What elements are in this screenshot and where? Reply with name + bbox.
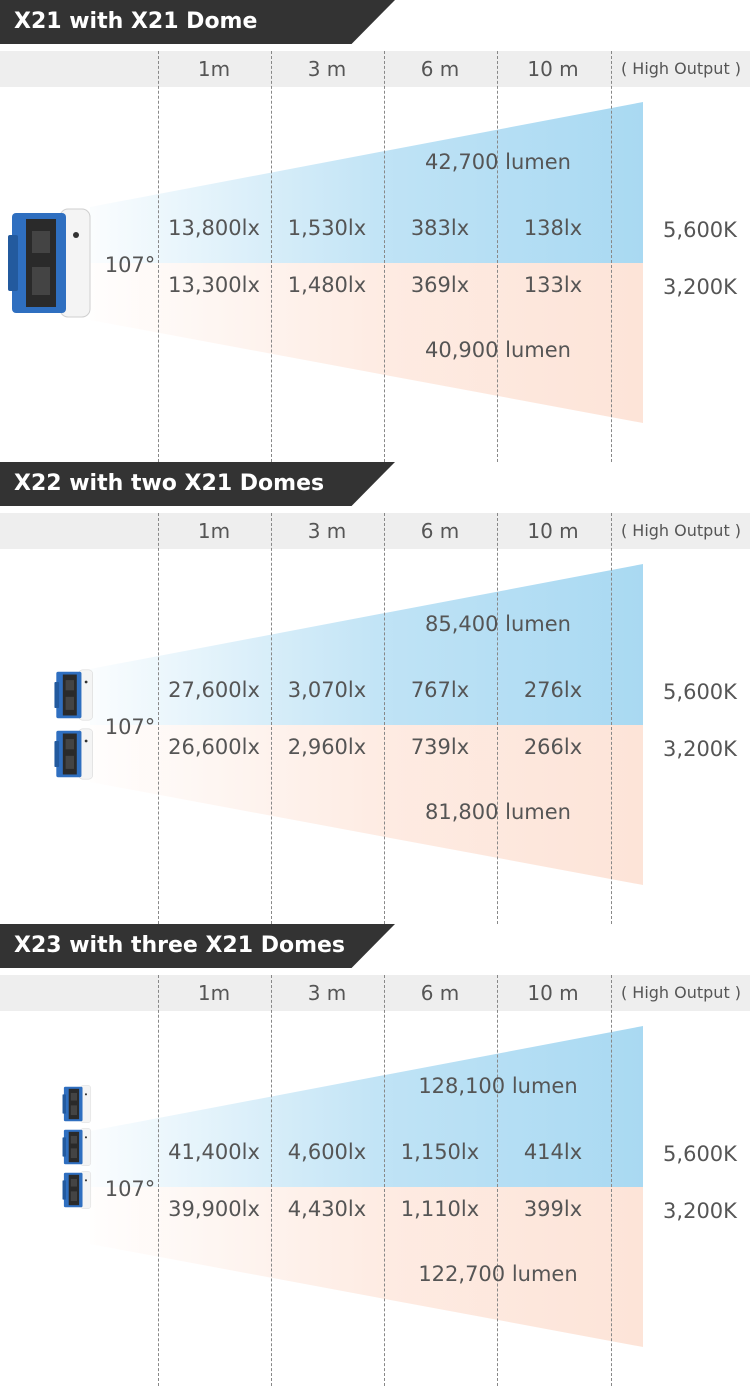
distance-label: 3 m xyxy=(307,519,347,543)
distance-guide-line xyxy=(497,975,498,1386)
tungsten-lux-value: 369lx xyxy=(410,273,470,297)
distance-guide-line xyxy=(611,975,612,1386)
high-output-label: ( High Output ) xyxy=(620,521,742,540)
beam-angle-label: 107° xyxy=(104,1177,156,1201)
spec-section xyxy=(0,924,750,1386)
daylight-kelvin-label: 5,600K xyxy=(663,680,737,704)
daylight-lux-value: 138lx xyxy=(523,216,583,240)
daylight-kelvin-label: 5,600K xyxy=(663,218,737,242)
daylight-kelvin-label: 5,600K xyxy=(663,1142,737,1166)
distance-label: 3 m xyxy=(307,981,347,1005)
light-fixture-icon xyxy=(61,1084,93,1124)
distance-label: 1m xyxy=(197,519,231,543)
tungsten-lux-value: 133lx xyxy=(523,273,583,297)
tungsten-lux-value: 4,430lx xyxy=(287,1197,367,1221)
tungsten-kelvin-label: 3,200K xyxy=(663,275,737,299)
daylight-lux-value: 41,400lx xyxy=(168,1140,260,1164)
tungsten-lumen-label: 81,800 lumen xyxy=(425,800,571,824)
spec-section xyxy=(0,462,750,924)
beam-angle-label: 107° xyxy=(104,253,156,277)
tungsten-lux-value: 13,300lx xyxy=(168,273,260,297)
section-title: X22 with two X21 Domes xyxy=(14,471,325,496)
distance-guide-line xyxy=(271,51,272,462)
distance-guide-line xyxy=(384,513,385,924)
distance-label: 3 m xyxy=(307,57,347,81)
tungsten-kelvin-label: 3,200K xyxy=(663,737,737,761)
tungsten-lux-value: 1,110lx xyxy=(400,1197,480,1221)
distance-label: 10 m xyxy=(527,981,579,1005)
daylight-lux-value: 13,800lx xyxy=(168,216,260,240)
distance-label: 10 m xyxy=(527,57,579,81)
distance-label: 10 m xyxy=(527,519,579,543)
tungsten-kelvin-label: 3,200K xyxy=(663,1199,737,1223)
daylight-lux-value: 27,600lx xyxy=(168,678,260,702)
light-fixture-icon xyxy=(53,727,95,781)
distance-guide-line xyxy=(611,51,612,462)
distance-label: 6 m xyxy=(420,57,460,81)
daylight-lumen-label: 42,700 lumen xyxy=(425,150,571,174)
daylight-lux-value: 4,600lx xyxy=(287,1140,367,1164)
distance-guide-line xyxy=(497,51,498,462)
tungsten-lux-value: 39,900lx xyxy=(168,1197,260,1221)
spec-section xyxy=(0,0,750,462)
daylight-lux-value: 1,530lx xyxy=(287,216,367,240)
tungsten-lux-value: 739lx xyxy=(410,735,470,759)
daylight-lumen-label: 85,400 lumen xyxy=(425,612,571,636)
tungsten-lumen-label: 122,700 lumen xyxy=(418,1262,578,1286)
distance-guide-line xyxy=(271,513,272,924)
tungsten-lux-value: 1,480lx xyxy=(287,273,367,297)
daylight-lux-value: 3,070lx xyxy=(287,678,367,702)
light-fixture-icon xyxy=(61,1127,93,1167)
distance-guide-line xyxy=(271,975,272,1386)
beam-angle-label: 107° xyxy=(104,715,156,739)
distance-guide-line xyxy=(384,975,385,1386)
tungsten-lux-value: 26,600lx xyxy=(168,735,260,759)
light-fixture-icon xyxy=(8,205,92,321)
distance-guide-line xyxy=(497,513,498,924)
daylight-lux-value: 276lx xyxy=(523,678,583,702)
daylight-lumen-label: 128,100 lumen xyxy=(418,1074,578,1098)
distance-guide-line xyxy=(384,51,385,462)
light-fixture-icon xyxy=(61,1170,93,1210)
daylight-lux-value: 383lx xyxy=(410,216,470,240)
daylight-lux-value: 414lx xyxy=(523,1140,583,1164)
light-fixture-icon xyxy=(53,668,95,722)
high-output-label: ( High Output ) xyxy=(620,983,742,1002)
distance-label: 6 m xyxy=(420,519,460,543)
daylight-lux-value: 767lx xyxy=(410,678,470,702)
tungsten-lux-value: 2,960lx xyxy=(287,735,367,759)
distance-guide-line xyxy=(611,513,612,924)
tungsten-lux-value: 399lx xyxy=(523,1197,583,1221)
tungsten-lumen-label: 40,900 lumen xyxy=(425,338,571,362)
high-output-label: ( High Output ) xyxy=(620,59,742,78)
distance-label: 6 m xyxy=(420,981,460,1005)
section-title: X21 with X21 Dome xyxy=(14,9,258,34)
distance-label: 1m xyxy=(197,981,231,1005)
tungsten-lux-value: 266lx xyxy=(523,735,583,759)
daylight-lux-value: 1,150lx xyxy=(400,1140,480,1164)
distance-label: 1m xyxy=(197,57,231,81)
section-title: X23 with three X21 Domes xyxy=(14,933,346,958)
